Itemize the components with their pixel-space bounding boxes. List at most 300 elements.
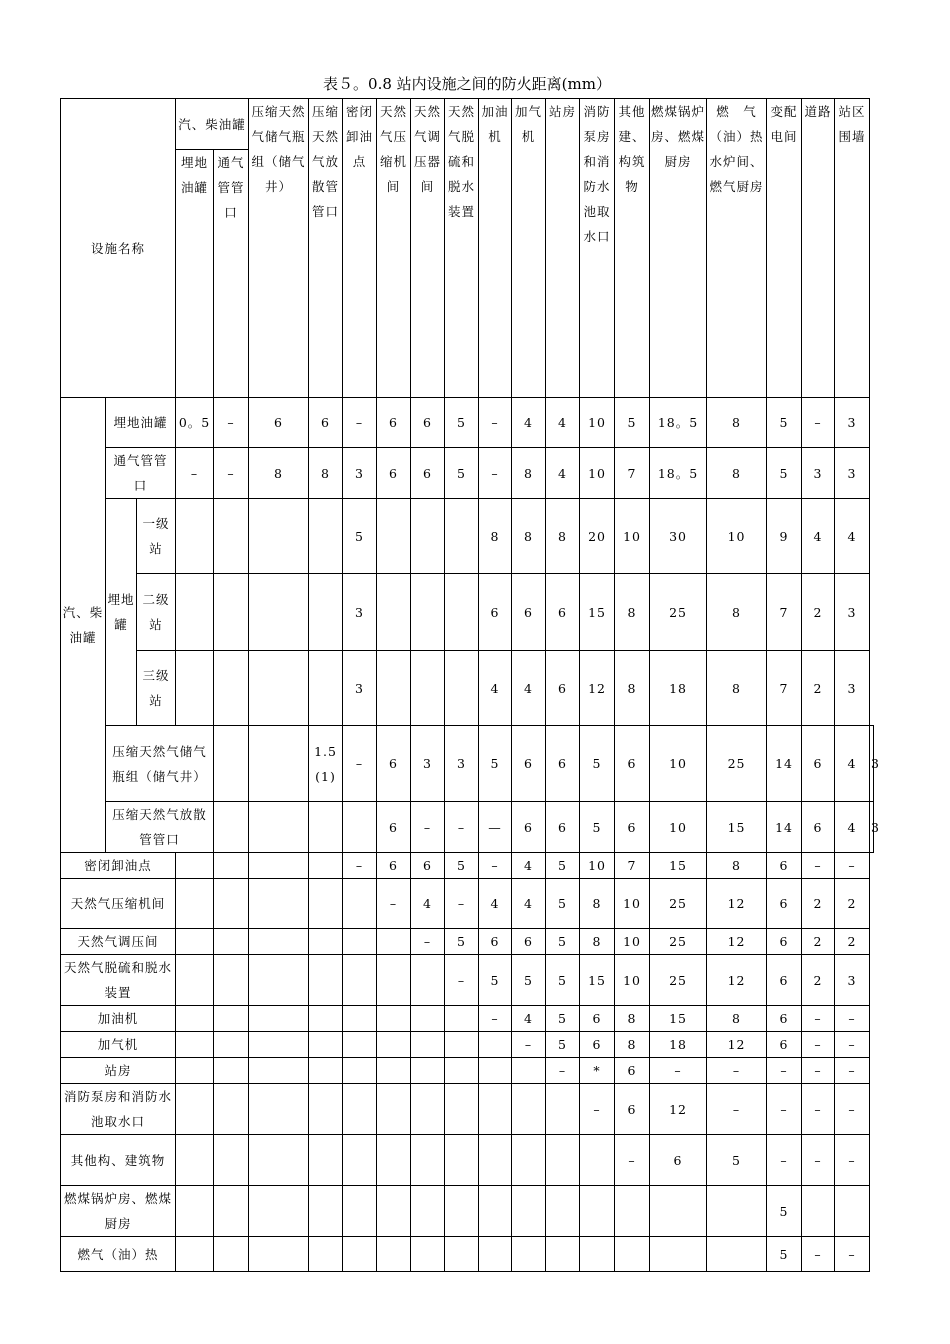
cell: 3 xyxy=(343,651,377,726)
col-gas-boiler: 燃 气（油）热水炉间、燃气厨房 xyxy=(707,99,767,398)
table-row xyxy=(61,929,874,955)
cell: 4 xyxy=(512,1006,546,1032)
cell: 3 xyxy=(343,448,377,499)
cell: – xyxy=(802,1237,835,1272)
cell: — xyxy=(479,802,512,853)
cell: 3 xyxy=(445,726,479,802)
cell: 6 xyxy=(512,802,546,853)
col-wall: 站区围墙 xyxy=(835,99,870,398)
table-row xyxy=(61,802,874,853)
cell: 6 xyxy=(479,574,512,651)
cell: – xyxy=(411,802,445,853)
cell xyxy=(309,1084,343,1135)
cell xyxy=(343,879,377,929)
cell: – xyxy=(835,853,870,879)
cell: 6 xyxy=(479,929,512,955)
cell xyxy=(249,1006,309,1032)
cell xyxy=(214,1058,249,1084)
cell xyxy=(309,1186,343,1237)
cell: 4 xyxy=(411,879,445,929)
cell: 2 xyxy=(802,955,835,1006)
cell: 3 xyxy=(835,955,870,1006)
cell: 5 xyxy=(767,1186,802,1237)
cell xyxy=(411,955,445,1006)
cell: – xyxy=(802,1032,835,1058)
cell: 6 xyxy=(767,879,802,929)
col-closed-unload: 密闭卸油点 xyxy=(343,99,377,398)
cell: 8 xyxy=(309,448,343,499)
cell xyxy=(377,1058,411,1084)
cell xyxy=(343,1006,377,1032)
row-label: 通气管管口 xyxy=(106,448,176,499)
table-row xyxy=(61,499,874,574)
row-label: 压缩天然气放散管管口 xyxy=(106,802,214,853)
row-label: 天然气脱硫和脱水装置 xyxy=(61,955,176,1006)
cell xyxy=(214,1186,249,1237)
cell xyxy=(249,1032,309,1058)
cell: 25 xyxy=(707,726,767,802)
cell xyxy=(176,1058,214,1084)
cell: – xyxy=(802,853,835,879)
cell xyxy=(479,1032,512,1058)
cell: – xyxy=(835,1237,870,1272)
cell: 5 xyxy=(445,398,479,448)
cell: 8 xyxy=(707,574,767,651)
cell xyxy=(479,1135,512,1186)
cell: 14 xyxy=(767,726,802,802)
cell: 5 xyxy=(445,853,479,879)
cell: – xyxy=(767,1058,802,1084)
cell: 0。5 xyxy=(176,398,214,448)
cell xyxy=(377,929,411,955)
cell: 5 xyxy=(580,802,615,853)
cell: 6 xyxy=(309,398,343,448)
cell: – xyxy=(802,1084,835,1135)
table-row xyxy=(61,1032,874,1058)
cell: – xyxy=(835,1084,870,1135)
cell: 3 xyxy=(802,448,835,499)
cell xyxy=(411,1058,445,1084)
cell xyxy=(214,955,249,1006)
cell: 3 xyxy=(835,448,870,499)
cell: 2 xyxy=(802,574,835,651)
cell xyxy=(176,651,214,726)
cell: – xyxy=(835,1032,870,1058)
cell: – xyxy=(835,1058,870,1084)
cell xyxy=(512,1058,546,1084)
cell: 10 xyxy=(580,398,615,448)
cell: – xyxy=(479,448,512,499)
cell xyxy=(479,1084,512,1135)
cell: 8 xyxy=(707,1006,767,1032)
cell xyxy=(445,1186,479,1237)
cell xyxy=(411,1084,445,1135)
cell: 8 xyxy=(615,574,650,651)
cell: 10 xyxy=(707,499,767,574)
cell: – xyxy=(343,726,377,802)
cell xyxy=(343,929,377,955)
col-substation: 变配电间 xyxy=(767,99,802,398)
cell: – xyxy=(445,955,479,1006)
cell: 4 xyxy=(512,853,546,879)
cell: 5 xyxy=(546,929,580,955)
cell: 8 xyxy=(580,929,615,955)
cell: 6 xyxy=(377,726,411,802)
cell: – xyxy=(802,1058,835,1084)
cell xyxy=(445,574,479,651)
cell xyxy=(615,1186,650,1237)
cell: – xyxy=(767,1084,802,1135)
cell: 8 xyxy=(546,499,580,574)
table-row xyxy=(61,1237,874,1272)
cell: 5 xyxy=(767,1237,802,1272)
cell: 10 xyxy=(615,955,650,1006)
cell xyxy=(214,1135,249,1186)
cell xyxy=(377,574,411,651)
row-label: 加气机 xyxy=(61,1032,176,1058)
cell: 6 xyxy=(411,398,445,448)
cell: 6 xyxy=(411,448,445,499)
cell: 5 xyxy=(546,1032,580,1058)
cell xyxy=(411,574,445,651)
cell xyxy=(377,955,411,1006)
cell: 8 xyxy=(580,879,615,929)
cell: 12 xyxy=(650,1084,707,1135)
table-row xyxy=(61,574,874,651)
cell xyxy=(249,651,309,726)
cell: 5 xyxy=(707,1135,767,1186)
cell xyxy=(309,929,343,955)
cell: 6 xyxy=(615,1058,650,1084)
cell xyxy=(580,1237,615,1272)
cell: 20 xyxy=(580,499,615,574)
row-label: 一级站 xyxy=(137,499,176,574)
cell: 8 xyxy=(512,448,546,499)
cell xyxy=(176,574,214,651)
cell: 8 xyxy=(707,448,767,499)
table-row xyxy=(61,879,874,929)
cell xyxy=(249,955,309,1006)
table-row xyxy=(61,955,874,1006)
cell: 3 xyxy=(835,574,870,651)
cell xyxy=(707,1186,767,1237)
cell xyxy=(176,1084,214,1135)
cell: 25 xyxy=(650,574,707,651)
cell: 3 xyxy=(343,574,377,651)
cell: 12 xyxy=(707,1032,767,1058)
cell: * xyxy=(580,1058,615,1084)
cell: 6 xyxy=(512,574,546,651)
table-row xyxy=(61,1058,874,1084)
cell xyxy=(249,726,309,802)
col-gas-regulator: 天然气调压器间 xyxy=(411,99,445,398)
cell xyxy=(377,1237,411,1272)
cell xyxy=(214,1084,249,1135)
cell xyxy=(214,929,249,955)
cell: 6 xyxy=(546,726,580,802)
cell xyxy=(479,1186,512,1237)
cell: 8 xyxy=(249,448,309,499)
cell: 6 xyxy=(546,651,580,726)
cell: 6 xyxy=(377,802,411,853)
cell: 5 xyxy=(445,929,479,955)
cell xyxy=(479,1058,512,1084)
cell xyxy=(377,651,411,726)
cell: 6 xyxy=(767,853,802,879)
row-label: 天然气调压间 xyxy=(61,929,176,955)
cell xyxy=(343,1058,377,1084)
cell: 6 xyxy=(767,929,802,955)
cell: 8 xyxy=(615,1006,650,1032)
table-row xyxy=(61,448,874,499)
cell xyxy=(249,802,309,853)
row-label: 其他构、建筑物 xyxy=(61,1135,176,1186)
cell: 4 xyxy=(546,398,580,448)
cell xyxy=(546,1084,580,1135)
cell: 6 xyxy=(512,929,546,955)
row-buried-group-label: 埋地罐 xyxy=(106,499,137,726)
cell: – xyxy=(214,398,249,448)
cell: 4 xyxy=(479,651,512,726)
cell xyxy=(445,1032,479,1058)
cell: 2 xyxy=(802,879,835,929)
cell: 15 xyxy=(707,802,767,853)
cell: – xyxy=(707,1058,767,1084)
cell: 7 xyxy=(767,574,802,651)
table-row xyxy=(61,1006,874,1032)
cell: 18 xyxy=(650,651,707,726)
cell: 5 xyxy=(767,398,802,448)
cell: 6 xyxy=(615,726,650,802)
row-label: 三级站 xyxy=(137,651,176,726)
cell: – xyxy=(650,1058,707,1084)
cell: 4 xyxy=(512,879,546,929)
row-label: 压缩天然气储气瓶组（储气井） xyxy=(106,726,214,802)
cell xyxy=(309,651,343,726)
cell: 2 xyxy=(835,929,870,955)
cell: 25 xyxy=(650,955,707,1006)
cell: 3 xyxy=(870,802,874,853)
cell: 2 xyxy=(802,651,835,726)
cell: 4 xyxy=(479,879,512,929)
cell: 8 xyxy=(512,499,546,574)
cell: – xyxy=(176,448,214,499)
cell xyxy=(479,1237,512,1272)
cell xyxy=(309,853,343,879)
col-station-house: 站房 xyxy=(546,99,580,398)
table-row xyxy=(61,1084,874,1135)
cell: 6 xyxy=(411,853,445,879)
cell: – xyxy=(802,1135,835,1186)
cell xyxy=(377,1135,411,1186)
cell: 12 xyxy=(707,879,767,929)
row-label: 消防泵房和消防水池取水口 xyxy=(61,1084,176,1135)
cell: 4 xyxy=(802,499,835,574)
cell xyxy=(445,1084,479,1135)
cell: 25 xyxy=(650,879,707,929)
cell: 10 xyxy=(580,448,615,499)
cell: 6 xyxy=(512,726,546,802)
cell: – xyxy=(479,398,512,448)
cell: 2 xyxy=(802,929,835,955)
cell: 5 xyxy=(512,955,546,1006)
cell xyxy=(707,1237,767,1272)
cell xyxy=(580,1135,615,1186)
cell: 4 xyxy=(512,651,546,726)
cell xyxy=(512,1084,546,1135)
cell: – xyxy=(343,853,377,879)
cell: 7 xyxy=(767,651,802,726)
cell xyxy=(249,1135,309,1186)
cell xyxy=(214,1237,249,1272)
cell: 8 xyxy=(707,651,767,726)
cell xyxy=(445,1237,479,1272)
cell xyxy=(176,1006,214,1032)
cell: 15 xyxy=(650,1006,707,1032)
fire-distance-table xyxy=(60,98,880,1272)
table-row xyxy=(61,853,874,879)
cell: 5 xyxy=(767,448,802,499)
cell: 8 xyxy=(707,398,767,448)
cell: 4 xyxy=(835,726,870,802)
cell: 10 xyxy=(615,879,650,929)
cell: 10 xyxy=(650,726,707,802)
cell xyxy=(176,955,214,1006)
cell: 8 xyxy=(615,651,650,726)
cell xyxy=(580,1186,615,1237)
cell xyxy=(249,1186,309,1237)
cell xyxy=(343,1084,377,1135)
cell xyxy=(249,574,309,651)
row-label: 燃气（油）热 xyxy=(61,1237,176,1272)
cell: 5 xyxy=(580,726,615,802)
cell: 6 xyxy=(802,726,835,802)
cell: 1.5(1) xyxy=(309,726,343,802)
cell: – xyxy=(214,448,249,499)
cell xyxy=(343,1135,377,1186)
row-label: 站房 xyxy=(61,1058,176,1084)
cell: 6 xyxy=(767,1006,802,1032)
cell: 18 xyxy=(650,1032,707,1058)
col-coal-boiler: 燃煤锅炉房、燃煤厨房 xyxy=(650,99,707,398)
cell: 5 xyxy=(546,853,580,879)
cell xyxy=(835,1186,870,1237)
cell: 8 xyxy=(615,1032,650,1058)
cell xyxy=(343,802,377,853)
cell xyxy=(411,1186,445,1237)
cell: 6 xyxy=(377,448,411,499)
cell: 3 xyxy=(411,726,445,802)
col-cng-vent: 压缩天然气放散管管口 xyxy=(309,99,343,398)
cell xyxy=(411,1032,445,1058)
cell: 10 xyxy=(650,802,707,853)
cell xyxy=(176,1032,214,1058)
cell xyxy=(249,499,309,574)
cell xyxy=(512,1135,546,1186)
cell: – xyxy=(411,929,445,955)
row-group-tank-label: 汽、柴油罐 xyxy=(61,398,106,853)
col-gas-desulfur: 天然气脱硫和脱水装置 xyxy=(445,99,479,398)
cell xyxy=(377,499,411,574)
cell: – xyxy=(802,398,835,448)
cell: 12 xyxy=(707,929,767,955)
cell xyxy=(214,651,249,726)
cell: – xyxy=(445,879,479,929)
cell: – xyxy=(615,1135,650,1186)
cell xyxy=(309,1032,343,1058)
cell: 5 xyxy=(479,726,512,802)
cell xyxy=(176,499,214,574)
cell xyxy=(249,1058,309,1084)
cell xyxy=(309,1237,343,1272)
cell: – xyxy=(802,1006,835,1032)
cell: 15 xyxy=(650,853,707,879)
cell: 3 xyxy=(870,726,874,802)
cell: 12 xyxy=(580,651,615,726)
col-fire-pump: 消防泵房和消防水池取水口 xyxy=(580,99,615,398)
cell xyxy=(411,1135,445,1186)
cell xyxy=(214,879,249,929)
row-label: 密闭卸油点 xyxy=(61,853,176,879)
cell xyxy=(176,879,214,929)
cell xyxy=(546,1237,580,1272)
cell xyxy=(309,879,343,929)
cell: 4 xyxy=(546,448,580,499)
cell: 6 xyxy=(767,1032,802,1058)
cell xyxy=(309,499,343,574)
cell: 30 xyxy=(650,499,707,574)
cell xyxy=(309,955,343,1006)
cell: 6 xyxy=(650,1135,707,1186)
cell: 6 xyxy=(580,1006,615,1032)
cell: – xyxy=(479,1006,512,1032)
cell xyxy=(176,1135,214,1186)
table-caption: 表５。0.8 站内设施之间的防火距离(mm） xyxy=(323,75,611,93)
col-road: 道路 xyxy=(802,99,835,398)
cell xyxy=(512,1186,546,1237)
cell: 10 xyxy=(615,499,650,574)
cell xyxy=(249,879,309,929)
cell: – xyxy=(377,879,411,929)
cell xyxy=(214,1006,249,1032)
cell xyxy=(615,1237,650,1272)
cell xyxy=(343,955,377,1006)
cell xyxy=(546,1186,580,1237)
cell xyxy=(377,1006,411,1032)
cell: – xyxy=(512,1032,546,1058)
cell: 18。5 xyxy=(650,398,707,448)
cell: 6 xyxy=(767,955,802,1006)
cell: 6 xyxy=(377,398,411,448)
cell: 5 xyxy=(546,1006,580,1032)
cell: 6 xyxy=(546,802,580,853)
cell: 5 xyxy=(343,499,377,574)
row-label: 埋地油罐 xyxy=(106,398,176,448)
cell: 8 xyxy=(707,853,767,879)
col-other-buildings: 其他建、构筑物 xyxy=(615,99,650,398)
cell xyxy=(343,1237,377,1272)
cell: 6 xyxy=(615,1084,650,1135)
table-row xyxy=(61,726,874,802)
cell: 5 xyxy=(445,448,479,499)
cell xyxy=(411,1237,445,1272)
cell xyxy=(176,1186,214,1237)
cell xyxy=(214,802,249,853)
col-vent-pipe: 通气管管口 xyxy=(214,150,249,398)
cell xyxy=(214,726,249,802)
cell xyxy=(650,1186,707,1237)
cell: 6 xyxy=(802,802,835,853)
